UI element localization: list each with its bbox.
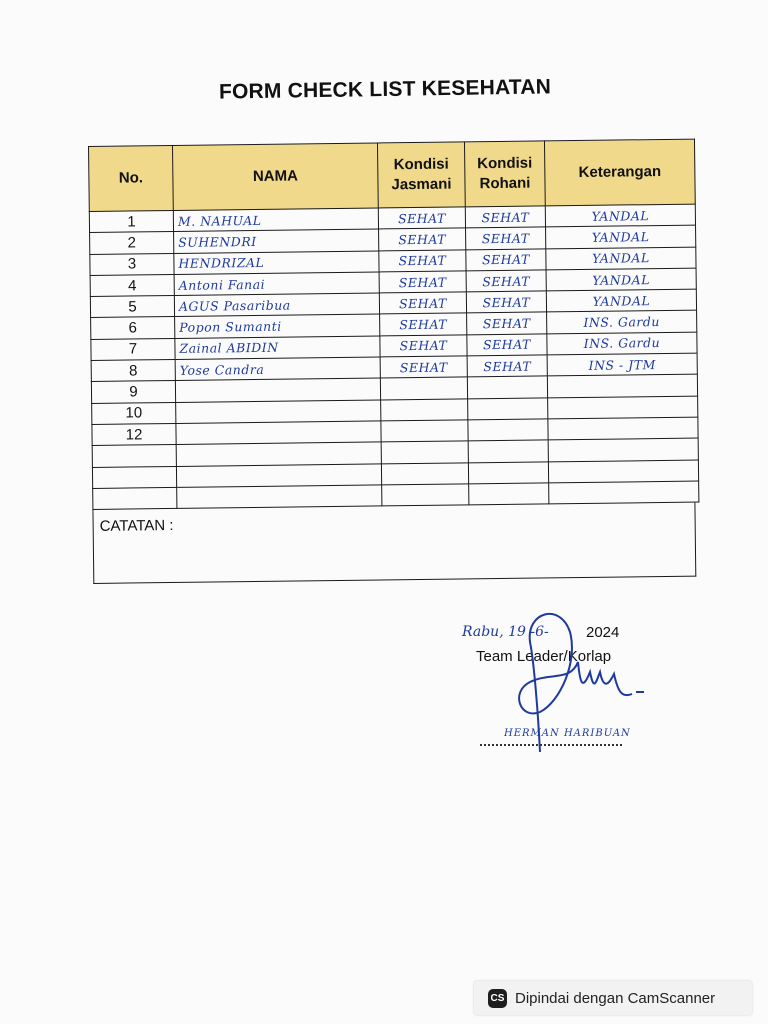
camscanner-icon: CS xyxy=(488,989,507,1008)
row-nama: M. NAHUAL xyxy=(173,208,378,232)
row-rohani xyxy=(467,376,547,398)
row-number xyxy=(92,445,176,467)
signature-line xyxy=(480,744,622,746)
column-header-jasmani: Kondisi Jasmani xyxy=(377,142,465,208)
signature-name: HERMAN HARIBUAN xyxy=(504,728,631,739)
row-nama xyxy=(176,400,381,424)
row-nama xyxy=(177,485,382,509)
row-keterangan: YANDAL xyxy=(546,247,696,270)
row-rohani: SEHAT xyxy=(467,334,547,356)
row-rohani xyxy=(468,419,548,441)
row-jasmani: SEHAT xyxy=(379,292,466,314)
row-nama: Yose Candra xyxy=(175,357,380,381)
row-jasmani xyxy=(382,484,469,506)
row-number: 1 xyxy=(89,210,173,232)
form-title: FORM CHECK LIST KESEHATAN xyxy=(218,75,552,104)
row-keterangan xyxy=(548,396,698,419)
row-keterangan: INS - JTM xyxy=(547,353,697,376)
checklist-sheet xyxy=(88,139,705,585)
row-keterangan: INS. Gardu xyxy=(547,332,697,355)
row-keterangan: INS. Gardu xyxy=(547,311,697,334)
row-keterangan xyxy=(548,438,698,461)
row-number: 8 xyxy=(91,360,175,382)
camscanner-badge xyxy=(474,981,752,1015)
row-keterangan xyxy=(549,481,699,504)
row-keterangan: YANDAL xyxy=(545,204,695,227)
row-keterangan: YANDAL xyxy=(546,268,696,291)
row-jasmani: SEHAT xyxy=(378,207,465,229)
row-rohani: SEHAT xyxy=(466,291,546,313)
row-number: 3 xyxy=(90,253,174,275)
row-keterangan: YANDAL xyxy=(546,225,696,248)
row-nama xyxy=(176,421,381,445)
row-nama: Popon Sumanti xyxy=(175,314,380,338)
signature-year: 2024 xyxy=(586,624,620,641)
row-number: 6 xyxy=(91,317,175,339)
row-rohani: SEHAT xyxy=(466,227,546,249)
row-jasmani xyxy=(381,420,468,442)
row-jasmani xyxy=(381,441,468,463)
row-keterangan xyxy=(547,374,697,397)
row-rohani: SEHAT xyxy=(466,270,546,292)
row-rohani xyxy=(468,461,548,483)
row-rohani xyxy=(468,398,548,420)
row-rohani: SEHAT xyxy=(467,312,547,334)
table-header-row xyxy=(89,139,696,211)
row-nama: Antoni Fanai xyxy=(174,272,379,296)
row-keterangan xyxy=(548,417,698,440)
row-number xyxy=(92,466,176,488)
column-header-rohani: Kondisi Rohani xyxy=(464,141,545,207)
signature-place-date: Rabu, 19 -6- xyxy=(462,624,549,640)
row-number: 9 xyxy=(91,381,175,403)
row-rohani: SEHAT xyxy=(466,249,546,271)
catatan-box xyxy=(92,503,696,584)
row-rohani xyxy=(468,440,548,462)
row-number xyxy=(93,487,177,509)
row-nama xyxy=(176,442,381,466)
catatan-label: CATATAN : xyxy=(99,517,174,536)
column-header-keterangan: Keterangan xyxy=(544,139,695,206)
row-jasmani: SEHAT xyxy=(380,313,467,335)
row-number: 2 xyxy=(90,232,174,254)
checklist-table xyxy=(88,139,699,511)
row-rohani: SEHAT xyxy=(465,206,545,228)
row-keterangan xyxy=(548,460,698,483)
row-nama: HENDRIZAL xyxy=(174,251,379,275)
row-number: 10 xyxy=(92,402,176,424)
row-nama: Zainal ABIDIN xyxy=(175,336,380,360)
row-number: 4 xyxy=(90,274,174,296)
row-jasmani: SEHAT xyxy=(380,356,467,378)
row-jasmani xyxy=(380,377,467,399)
row-nama xyxy=(175,378,380,402)
column-header-no: No. xyxy=(89,145,174,211)
row-jasmani: SEHAT xyxy=(379,228,466,250)
row-keterangan: YANDAL xyxy=(546,289,696,312)
row-number: 7 xyxy=(91,338,175,360)
row-number: 12 xyxy=(92,423,176,445)
row-jasmani xyxy=(381,462,468,484)
row-rohani: SEHAT xyxy=(467,355,547,377)
row-jasmani: SEHAT xyxy=(379,271,466,293)
row-jasmani xyxy=(381,399,468,421)
row-number: 5 xyxy=(90,296,174,318)
row-jasmani: SEHAT xyxy=(379,249,466,271)
row-nama: SUHENDRI xyxy=(174,229,379,253)
row-nama xyxy=(176,464,381,488)
camscanner-text: Dipindai dengan CamScanner xyxy=(515,989,716,1007)
signature-role: Team Leader/Korlap xyxy=(476,648,612,665)
row-nama: AGUS Pasaribua xyxy=(174,293,379,317)
row-jasmani: SEHAT xyxy=(380,335,467,357)
column-header-nama: NAMA xyxy=(172,143,378,210)
row-rohani xyxy=(469,483,549,505)
